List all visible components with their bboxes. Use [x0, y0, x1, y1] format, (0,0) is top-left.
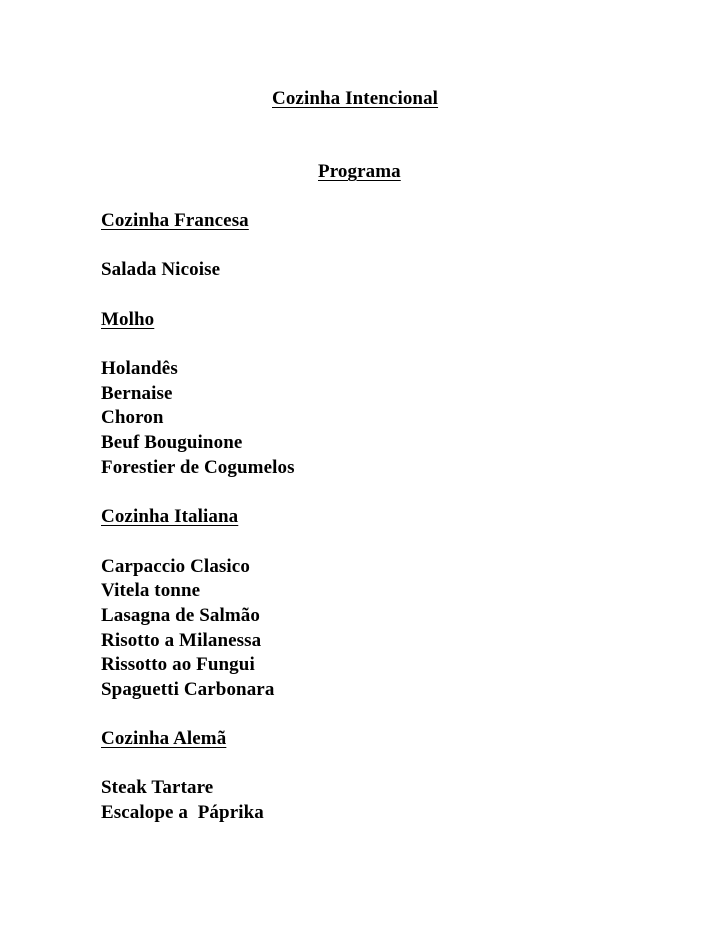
menu-item: Carpaccio Clasico — [101, 556, 250, 577]
section-heading-francesa: Cozinha Francesa — [101, 210, 249, 231]
menu-item: Choron — [101, 407, 164, 428]
menu-item: Escalope a Páprika — [101, 802, 264, 823]
menu-item: Rissotto ao Fungui — [101, 654, 255, 675]
section-heading-molho: Molho — [101, 309, 155, 330]
menu-item: Spaguetti Carbonara — [101, 679, 275, 700]
menu-item: Holandês — [101, 358, 178, 379]
section-heading-alema: Cozinha Alemã — [101, 728, 227, 749]
menu-item: Lasagna de Salmão — [101, 605, 261, 626]
menu-item: Vitela tonne — [101, 580, 201, 601]
page-title: Cozinha Intencional — [272, 88, 439, 109]
menu-item: Salada Nicoise — [101, 259, 221, 280]
menu-item: Risotto a Milanessa — [101, 630, 262, 651]
menu-item: Bernaise — [101, 383, 173, 404]
menu-item: Forestier de Cogumelos — [101, 457, 295, 478]
page-subtitle: Programa — [318, 161, 401, 182]
menu-item: Steak Tartare — [101, 777, 214, 798]
menu-item: Beuf Bouguinone — [101, 432, 243, 453]
section-heading-italiana: Cozinha Italiana — [101, 506, 239, 527]
